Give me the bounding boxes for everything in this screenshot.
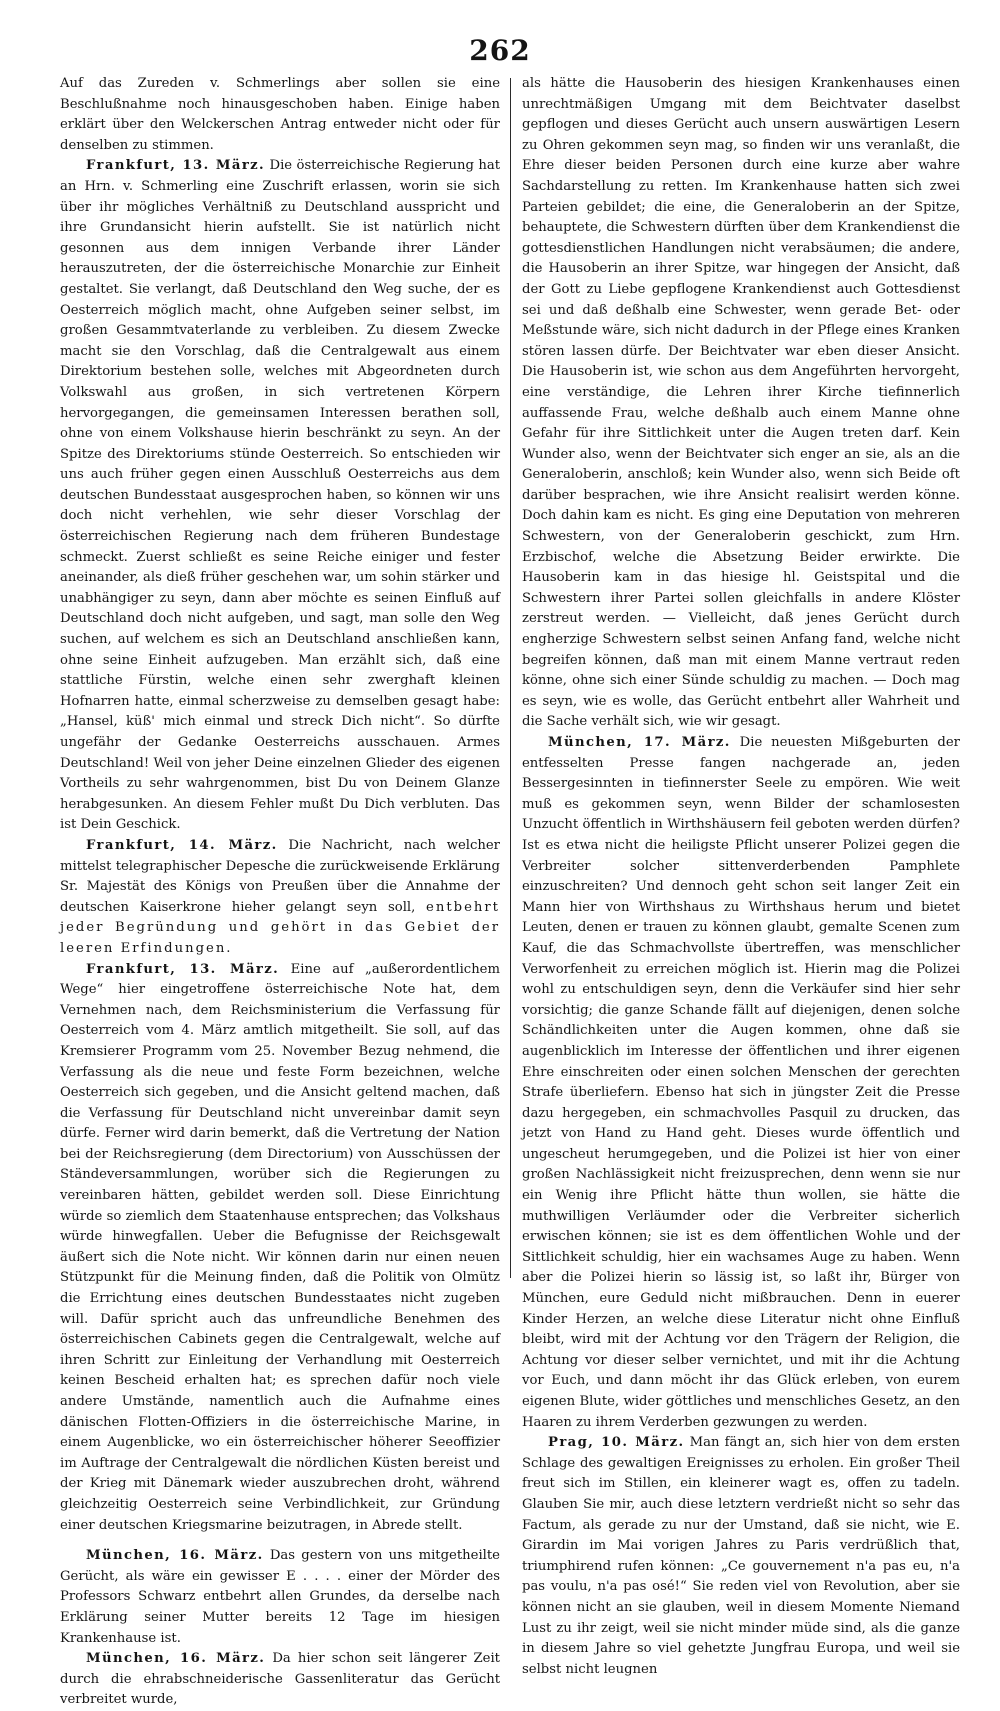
article-frankfurt-14-march	[60, 836, 500, 960]
article-body: Eine auf „außerordentlichem Wege“ hier eingetroffene österreichische Note hat, dem Vernehmen nach, dem Reichsministerium die Verfassung für Oesterreich vom 4. März amtlich mitgetheilt. Sie soll, auf das Kremsierer Programm vom 25. November Bezug nehmend, die Verfassung als die neue und feste Form bezeichnen, welche Oesterreich sich gegeben, und die Ansicht geltend machen, daß die Verfassung für Deutschland nicht unvereinbar damit seyn dürfe. Ferner wird darin bemerkt, daß die Vertretung der Nation bei der Reichsregierung (dem Directorium) von Ausschüssen der Ständeversammlungen, worüber sich die Regierungen zu vereinbaren hätten, gebildet werden soll. Diese Einrichtung würde so ziemlich dem Staatenhause entsprechen; das Volkshaus würde hinwegfallen. Ueber die Befugnisse der Reichsgewalt äußert sich die Note nicht. Wir können darin nur einen neuen Stützpunkt für die Meinung finden, daß die Politik von Olmütz die Errichtung eines deutschen Bundesstaates nicht zugeben will. Dafür spricht auch das unfreundliche Benehmen des österreichischen Cabinets gegen die Centralgewalt, welche auf ihren Schritt zur Einleitung der Verhandlung mit Oesterreich keinen Bescheid erhalten hat; es sprechen dafür noch viele andere Umstände, namentlich auch die Aufnahme eines dänischen Flotten-Offiziers in die österreichische Marine, in einem Augenblicke, wo ein österreichischer höherer Seeoffizier im Auftrage der Centralgewalt die nördlichen Küsten bereist und der Krieg mit Dänemark wieder auszubrechen droht, während gleichzeitig Oesterreich seine Verbindlichkeit, zur Gründung einer deutschen Kriegsmarine beizutragen, in Abrede stellt.	[60, 961, 500, 1533]
left-column	[60, 74, 500, 1708]
article-continuation: als hätte die Hausoberin des hiesigen Krankenhauses einen unrechtmäßigen Umgang mit dem Beichtvater daselbst gepflogen und dieses Gerücht auch unsern auswärtigen Lesern zu Ohren gekommen seyn mag, so finden wir uns veranlaßt, die Ehre dieser beiden Personen durch eine kurze aber wahre Sachdarstellung zu retten. Im Krankenhause hatten sich zwei Parteien gebildet; die eine, die Generaloberin an der Spitze, behauptete, die Schwestern dürften über dem Krankendienst die gottesdienstlichen Handlungen nicht verabsäumen; die andere, die Hausoberin an ihrer Spitze, war hingegen der Ansicht, daß der Gott zu Liebe gepflogene Krankendienst auch Gottesdienst sei und daß deßhalb eine Schwester, wenn gerade Bet- oder Meßstunde wäre, sich nicht dadurch in der Pflege eines Kranken stören lassen dürfe. Der Beichtvater war eben dieser Ansicht. Die Hausoberin ist, wie schon aus dem Angeführten hervorgeht, eine verständige, die Lehren ihrer Kirche tiefinnerlich auffassende Frau, welche deßhalb auch einem Manne ohne Gefahr für ihre Sittlichkeit unter die Augen treten darf. Kein Wunder also, wenn der Beichtvater sich enger an sie, als an die Generaloberin, anschloß; kein Wunder also, wenn sich Beide oft darüber besprachen, wie ihre Ansicht realisirt werden könne. Doch dahin kam es nicht. Es ging eine Deputation von mehreren Schwestern, von der Generaloberin geschickt, zum Hrn. Erzbischof, welche die Absetzung Beider erwirkte. Die Hausoberin kam in das hiesige hl. Geistspital und die Schwestern ihrer Partei sollen gleichfalls in andere Klöster zerstreut werden. — Vielleicht, daß jenes Gerücht durch engherzige Schwestern selbst seinen Anfang fand, welche nicht begreifen können, daß man mit einem Manne vertraut reden könne, ohne sich einer Sünde schuldig zu machen. — Doch mag es seyn, wie es wolle, das Gerücht entbehrt aller Wahrheit und die Sache verhält sich, wie wir gesagt.	[522, 76, 960, 730]
article-dateline: Frankfurt, 14. März.	[86, 837, 278, 853]
article-body: Das gestern von uns mitgetheilte Gerücht, als wäre ein gewisser E . . . . einer der Mörder des Professors Schwarz entbehrt allen Grundes, da derselbe nach Erklärung seiner Mutter bereits 12 Tage im hiesigen Krankenhause ist.	[60, 1548, 500, 1646]
page-number: 262	[469, 34, 531, 67]
article-muenchen-16-march	[60, 1546, 500, 1649]
article-dateline: München, 17. März.	[548, 735, 731, 750]
article-body-spaced: entbehrt jeder Begründung und gehört in das Gebiet der leeren Erfindungen.	[60, 899, 500, 956]
article-body: Die neuesten Mißgeburten der entfesselten Presse fangen nachgerade an, jeden Bessergesinnten in tiefinnerster Seele zu empören. Wie weit muß es gekommen seyn, wenn Bilder der schamlosesten Unzucht öffentlich in Wirthshäusern feil geboten werden dürfen? Ist es etwa nicht die heiligste Pflicht unserer Polizei gegen die Verbreiter solcher sittenverderbenden Pamphlete einzuschreiten? Und dennoch geht schon seit langer Zeit ein Mann hier von Wirthshaus zu Wirthshaus herum und bietet Leuten, denen er trauen zu können glaubt, gemalte Scenen zum Kauf, die das Schmachvollste übertreffen, was menschlicher Verworfenheit zu erreichen möglich ist. Hierin mag die Polizei wohl zu entschuldigen seyn, denn die Verkäufer sind hier sehr vorsichtig; die ganze Schande fällt auf diejenigen, denen solche Schändlichkeiten unter die Augen kommen, ohne daß sie augenblicklich im Interesse der öffentlichen und ihrer eigenen Ehre einschreiten oder einen solchen Menschen der gerechten Strafe überliefern. Ebenso hat sich in jüngster Zeit die Presse dazu hergegeben, ein schmachvolles Pasquil zu drucken, das jetzt von Hand zu Hand geht. Dieses wurde öffentlich und ungescheut herumgegeben, und die Polizei ist hier von einer großen Nachlässigkeit nicht freizusprechen, denn wenn sie nur ein Wenig ihre Pflicht hätte thun wollen, sie hätte die muthwilligen Verläumder oder die Verbreiter sicherlich erwischen können; sie ist es dem öffentlichen Wohle und der Sittlichkeit schuldig, hier ein wachsames Auge zu haben. Wenn aber die Polizei hierin so lässig ist, so laßt ihr, Bürger von München, eure Geduld nicht mißbrauchen. Denn in euerer Kinder Herzen, an welche diese Literatur nicht ohne Einfluß bleibt, wird mit der Achtung vor den Trägern der Religion, die Achtung vor dieser selber vernichtet, und mit ihr die Achtung vor Euch, und dann möcht ihr das Glück erleben, von eurem eigenen Blute, wider göttliches und menschliches Gesetz, an den Haaren zu ihrem Verderben gezwungen zu werden.	[522, 735, 960, 1430]
column-divider	[510, 78, 511, 1278]
article-muenchen-16-march-hospital	[60, 1649, 500, 1711]
article-dateline: München, 16. März.	[86, 1548, 264, 1564]
article-dateline: München, 16. März.	[86, 1651, 266, 1667]
article-body: Die österreichische Regierung hat an Hrn. v. Schmerling eine Zuschrift erlassen, worin sie sich über ihr mögliches Verhältniß zu Deutschland ausspricht und ihre Grundansicht hierin aufstellt. Sie ist natürlich nicht gesonnen aus dem innigen Verbande ihrer Länder herauszutreten, der die österreichische Monarchie zur Einheit gestaltet. Sie verlangt, daß Deutschland den Weg suche, der es Oesterreich möglich macht, ohne Aufgeben seiner selbst, im großen Gesammtvaterlande zu verbleiben. Zu diesem Zwecke macht sie den Vorschlag, daß die Centralgewalt aus einem Direktorium bestehen solle, welches mit Abgeordneten durch Volkswahl aus großen, in sich vertretenen Körpern hervorgegangen, die gemeinsamen Interessen berathen soll, ohne von einem Volkshause hierin beschränkt zu seyn. An der Spitze des Direktoriums stünde Oesterreich. So entschieden wir uns auch früher gegen einen Ausschluß Oesterreichs aus dem deutschen Bundesstaat ausgesprochen haben, so können wir uns doch nicht verhehlen, wie sehr dieser Vorschlag der österreichischen Regierung nach dem früheren Bundestage schmeckt. Zuerst schließt es seine Reiche einiger und fester aneinander, als dieß früher geschehen war, um sohin stärker und unabhängiger zu seyn, dann aber möchte es seinen Einfluß auf Deutschland doch nicht aufgeben, und sagt, man solle den Weg suchen, auf welchem es sich an Deutschland anschließen kann, ohne seine Einheit aufzugeben. Man erzählt sich, daß eine stattliche Fürstin, welche einen sehr zwerghaft kleinen Hofnarren hatte, einmal scherzweise zu demselben gesagt habe: „Hansel, küß' mich einmal und streck Dich nicht“. So dürfte ungefähr der Gedanke Oesterreichs ausschauen. Armes Deutschland! Weil von jeher Deine einzelnen Glieder des eigenen Vortheils zu sehr wahrgenommen, bist Du von Deinem Glanze herabgesunken. An diesem Fehler mußt Du Dich verbluten. Das ist Dein Geschick.	[60, 158, 500, 833]
article-frankfurt-13-march	[60, 156, 500, 836]
article-separator	[60, 1536, 500, 1546]
article-body: Da hier schon seit längerer Zeit durch die ehrabschneiderische Gassenliteratur das Gerücht verbreitet wurde,	[60, 1651, 500, 1708]
article-dateline: Prag, 10. März.	[548, 1435, 685, 1451]
article-dateline: Frankfurt, 13. März.	[86, 158, 266, 174]
article-muenchen-17-march	[522, 733, 960, 1433]
article-body: Die Nachricht, nach welcher mittelst telegraphischer Depesche die zurückweisende Erklärung Sr. Majestät des Königs von Preußen über die Annahme der deutschen Kaiserkrone hieher gelangt seyn soll,	[60, 837, 500, 915]
article-frankfurt-13-march-note	[60, 960, 500, 1537]
article-prag-10-march	[522, 1433, 960, 1680]
article-continuation: Auf das Zureden v. Schmerlings aber sollen sie eine Beschlußnahme noch hinausgeschoben haben. Einige haben erklärt über den Welckerschen Antrag entweder nicht oder für denselben zu stimmen.	[60, 76, 500, 153]
right-column	[522, 74, 960, 1677]
article-body: Man fängt an, sich hier von dem ersten Schlage des gewaltigen Ereignisses zu erholen. Ein großer Theil freut sich im Stillen, ein kleinerer wagt es, offen zu tadeln. Glauben Sie mir, auch diese letztern verdrießt nicht so sehr das Factum, als gerade zu nur der Umstand, daß sie nicht, wie E. Girardin im Mai vorigen Jahres zu Paris verdrüßlich that, triumphirend rufen können: „Ce gouvernement n'a pas eu, n'a pas voulu, n'a pas osé!“ Sie reden viel von Revolution, aber sie können nicht an sie glauben, weil in diesem Momente Niemand Lust zu ihr zeigt, weil sie nicht minder müde sind, als die ganze in diesem Jahre so viel gehetzte Jungfrau Europa, und weil sie selbst nicht leugnen	[522, 1435, 960, 1677]
article-dateline: Frankfurt, 13. März.	[86, 961, 280, 977]
